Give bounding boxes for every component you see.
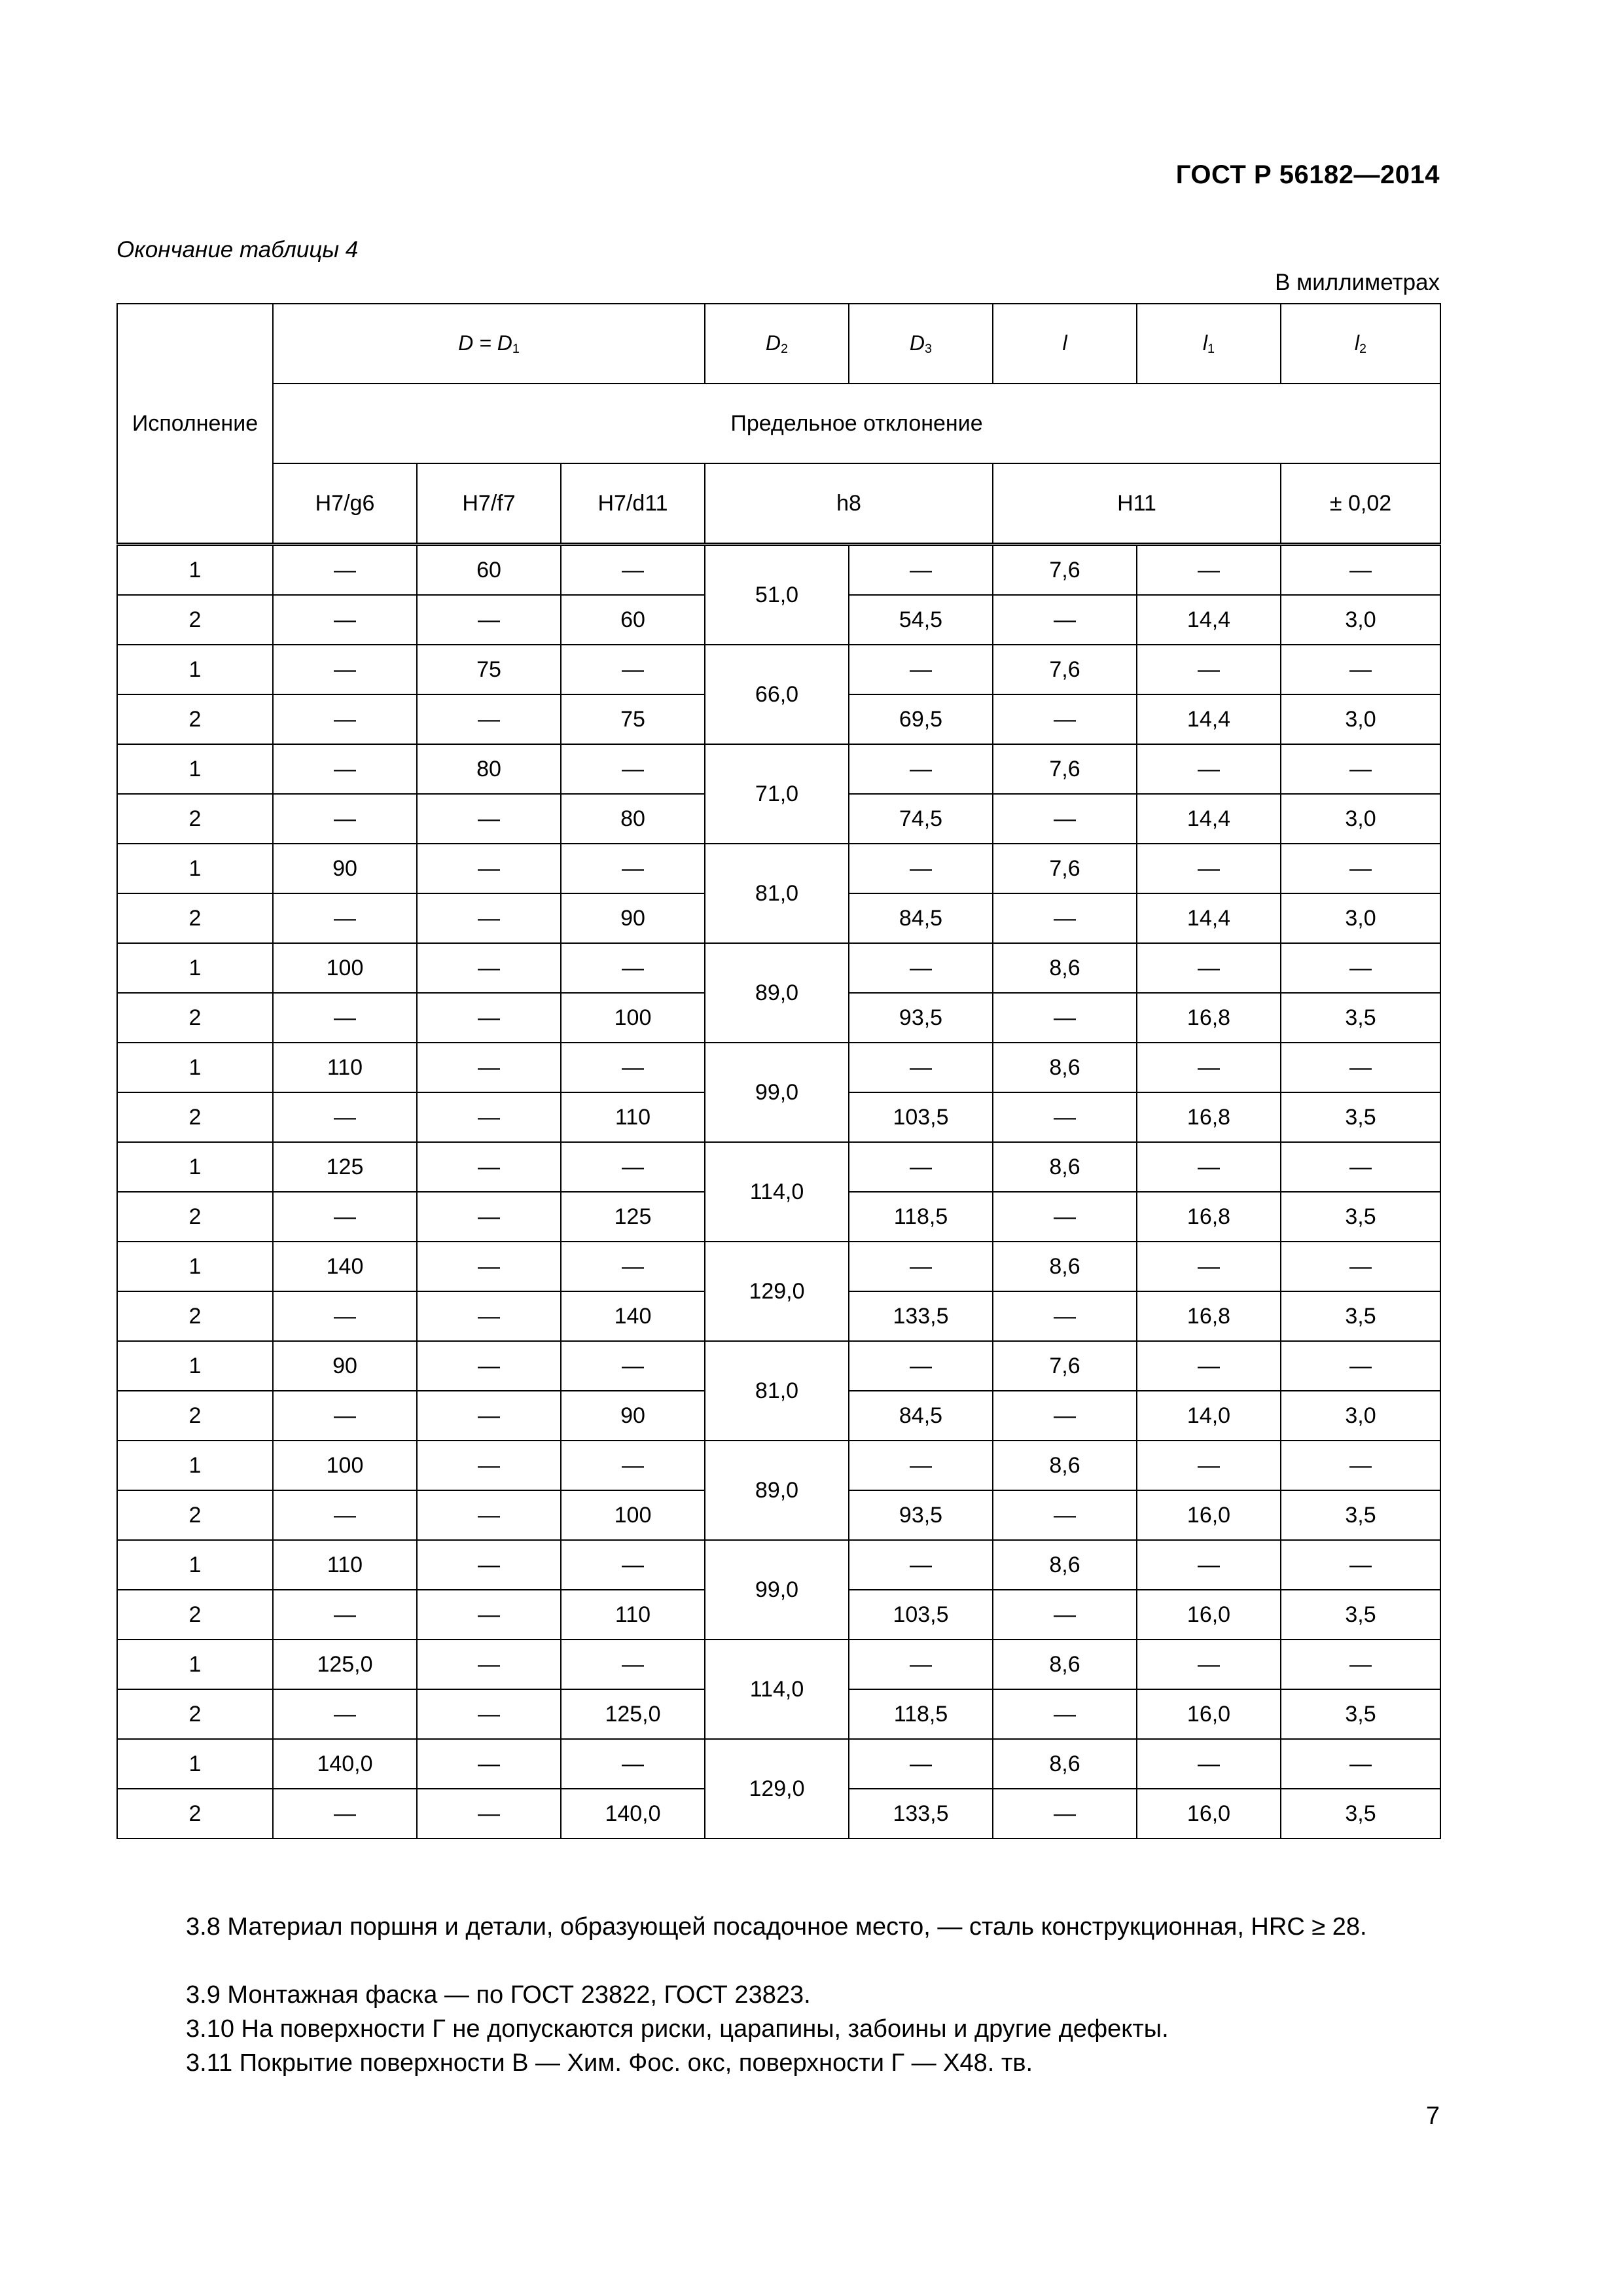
- cell-l1: —: [1137, 1142, 1281, 1192]
- cell-d3: —: [849, 844, 993, 893]
- cell-l1: 16,0: [1137, 1689, 1281, 1739]
- cell-l2: 3,5: [1281, 1789, 1440, 1839]
- cell-l: —: [993, 595, 1137, 645]
- cell-d3: —: [849, 1142, 993, 1192]
- cell-l2: —: [1281, 645, 1440, 694]
- cell-l1: 14,4: [1137, 595, 1281, 645]
- cell-d-f7: —: [417, 1441, 561, 1490]
- cell-l: —: [993, 1192, 1137, 1242]
- cell-execution: 2: [117, 1092, 273, 1142]
- cell-execution: 2: [117, 794, 273, 844]
- cell-d-g6: —: [273, 1092, 417, 1142]
- header-d2: $D_2$: [705, 304, 849, 384]
- cell-l2: 3,0: [1281, 595, 1440, 645]
- cell-d2: 129,0: [705, 1242, 849, 1341]
- cell-d-d11: 90: [561, 893, 705, 943]
- cell-l1: 16,8: [1137, 1092, 1281, 1142]
- cell-d3: 84,5: [849, 1391, 993, 1441]
- cell-d3: —: [849, 1640, 993, 1689]
- cell-d-g6: —: [273, 545, 417, 596]
- cell-execution: 1: [117, 744, 273, 794]
- cell-l2: 3,5: [1281, 1192, 1440, 1242]
- cell-d3: 69,5: [849, 694, 993, 744]
- table-row: [117, 744, 1440, 794]
- units-caption: В миллиметрах: [1275, 270, 1440, 295]
- cell-execution: 1: [117, 1739, 273, 1789]
- cell-execution: 2: [117, 1789, 273, 1839]
- dimensions-table: [116, 303, 1441, 1839]
- table-row: [117, 1540, 1440, 1590]
- cell-l1: —: [1137, 844, 1281, 893]
- cell-d-d11: —: [561, 1640, 705, 1689]
- cell-l: —: [993, 1291, 1137, 1341]
- header-l1: $l_1$: [1137, 304, 1281, 384]
- cell-l1: —: [1137, 943, 1281, 993]
- cell-d-f7: 80: [417, 744, 561, 794]
- cell-l: —: [993, 794, 1137, 844]
- cell-d-f7: —: [417, 1341, 561, 1391]
- cell-d-f7: —: [417, 1540, 561, 1590]
- cell-l2: —: [1281, 1043, 1440, 1092]
- cell-l: —: [993, 1689, 1137, 1739]
- cell-execution: 2: [117, 1291, 273, 1341]
- paragraph-3-8: 3.8 Материал поршня и детали, образующей посадочное место, — сталь конструкционная, HRC ≥ 28.: [186, 1913, 1367, 1941]
- cell-l1: 16,8: [1137, 993, 1281, 1043]
- table-row: [117, 645, 1440, 694]
- header-tol-H11: H11: [993, 463, 1281, 545]
- cell-d-g6: 90: [273, 844, 417, 893]
- cell-l1: —: [1137, 1242, 1281, 1291]
- cell-d-d11: 140: [561, 1291, 705, 1341]
- cell-l: —: [993, 1092, 1137, 1142]
- cell-d-g6: —: [273, 893, 417, 943]
- cell-d-f7: —: [417, 893, 561, 943]
- cell-execution: 2: [117, 595, 273, 645]
- cell-l: 8,6: [993, 1242, 1137, 1291]
- cell-d3: 84,5: [849, 893, 993, 943]
- cell-d-d11: —: [561, 1043, 705, 1092]
- cell-d3: 54,5: [849, 595, 993, 645]
- cell-d-g6: —: [273, 744, 417, 794]
- header-tol-h8: h8: [705, 463, 993, 545]
- header-tol-d11: H7/d11: [561, 463, 705, 545]
- cell-d-d11: —: [561, 1540, 705, 1590]
- cell-d-f7: —: [417, 844, 561, 893]
- table-row: [117, 1640, 1440, 1689]
- cell-d-d11: —: [561, 943, 705, 993]
- cell-d-d11: —: [561, 1242, 705, 1291]
- cell-l: —: [993, 893, 1137, 943]
- cell-d-g6: —: [273, 1789, 417, 1839]
- cell-d-g6: 140: [273, 1242, 417, 1291]
- page-number: 7: [1425, 2102, 1440, 2130]
- cell-l2: —: [1281, 1441, 1440, 1490]
- table-row: [117, 1441, 1440, 1490]
- cell-d-d11: 110: [561, 1092, 705, 1142]
- cell-d-f7: —: [417, 1789, 561, 1839]
- cell-l2: 3,0: [1281, 1391, 1440, 1441]
- cell-d2: 71,0: [705, 744, 849, 844]
- cell-d3: —: [849, 645, 993, 694]
- cell-d2: 99,0: [705, 1540, 849, 1640]
- cell-d-g6: 100: [273, 1441, 417, 1490]
- cell-d-f7: 75: [417, 645, 561, 694]
- cell-execution: 1: [117, 545, 273, 596]
- cell-l1: 16,0: [1137, 1789, 1281, 1839]
- cell-d-f7: —: [417, 1689, 561, 1739]
- cell-l2: —: [1281, 1640, 1440, 1689]
- cell-execution: 2: [117, 1490, 273, 1540]
- cell-d-f7: —: [417, 1092, 561, 1142]
- cell-execution: 1: [117, 1242, 273, 1291]
- cell-d-d11: 80: [561, 794, 705, 844]
- cell-d3: 93,5: [849, 993, 993, 1043]
- cell-l1: —: [1137, 645, 1281, 694]
- cell-l2: 3,5: [1281, 993, 1440, 1043]
- cell-d-d11: —: [561, 1142, 705, 1192]
- cell-d-f7: —: [417, 794, 561, 844]
- cell-l: 7,6: [993, 1341, 1137, 1391]
- cell-l: 8,6: [993, 1043, 1137, 1092]
- cell-d-g6: 110: [273, 1540, 417, 1590]
- header-execution: Исполнение: [117, 304, 273, 545]
- cell-l2: 3,5: [1281, 1689, 1440, 1739]
- cell-d-f7: —: [417, 1391, 561, 1441]
- cell-l1: —: [1137, 1739, 1281, 1789]
- paragraph-3-10: 3.10 На поверхности Г не допускаются риски, царапины, забоины и другие дефекты.: [186, 2015, 1169, 2043]
- cell-d2: 114,0: [705, 1640, 849, 1739]
- cell-d3: —: [849, 1242, 993, 1291]
- cell-d2: 89,0: [705, 943, 849, 1043]
- cell-execution: 1: [117, 1540, 273, 1590]
- cell-d-f7: —: [417, 694, 561, 744]
- cell-l1: —: [1137, 545, 1281, 596]
- cell-d2: 114,0: [705, 1142, 849, 1242]
- cell-d2: 99,0: [705, 1043, 849, 1142]
- cell-l: 8,6: [993, 1142, 1137, 1192]
- cell-execution: 1: [117, 844, 273, 893]
- cell-d-d11: —: [561, 645, 705, 694]
- header-l: l: [993, 304, 1137, 384]
- cell-l: 7,6: [993, 645, 1137, 694]
- header-tol-f7: H7/f7: [417, 463, 561, 545]
- cell-l1: —: [1137, 1441, 1281, 1490]
- cell-d3: 133,5: [849, 1291, 993, 1341]
- table-row: [117, 844, 1440, 893]
- cell-l2: —: [1281, 943, 1440, 993]
- table-row: [117, 1739, 1440, 1789]
- cell-l: 8,6: [993, 1640, 1137, 1689]
- cell-d-d11: 100: [561, 993, 705, 1043]
- cell-d3: 93,5: [849, 1490, 993, 1540]
- cell-execution: 2: [117, 1689, 273, 1739]
- cell-l: —: [993, 1490, 1137, 1540]
- cell-l1: 16,0: [1137, 1490, 1281, 1540]
- table-row: [117, 1341, 1440, 1391]
- cell-execution: 2: [117, 1590, 273, 1640]
- header-d: $D = D_1$: [273, 304, 705, 384]
- cell-d-g6: —: [273, 1192, 417, 1242]
- cell-l2: —: [1281, 744, 1440, 794]
- cell-d-d11: —: [561, 1341, 705, 1391]
- cell-l2: 3,5: [1281, 1590, 1440, 1640]
- cell-d-g6: 125: [273, 1142, 417, 1192]
- cell-l1: 16,8: [1137, 1192, 1281, 1242]
- cell-d-d11: —: [561, 545, 705, 596]
- cell-d-d11: 90: [561, 1391, 705, 1441]
- cell-d2: 89,0: [705, 1441, 849, 1540]
- cell-d3: —: [849, 1540, 993, 1590]
- cell-l1: 14,4: [1137, 794, 1281, 844]
- cell-execution: 1: [117, 943, 273, 993]
- cell-l1: 14,0: [1137, 1391, 1281, 1441]
- cell-l1: —: [1137, 1341, 1281, 1391]
- cell-d-g6: 110: [273, 1043, 417, 1092]
- cell-d-d11: —: [561, 744, 705, 794]
- cell-d-g6: 140,0: [273, 1739, 417, 1789]
- paragraph-3-9: 3.9 Монтажная фаска — по ГОСТ 23822, ГОСТ 23823.: [186, 1981, 811, 2009]
- cell-execution: 1: [117, 1441, 273, 1490]
- header-limit-deviation: Предельное отклонение: [273, 384, 1440, 463]
- cell-l2: —: [1281, 545, 1440, 596]
- header-l2: $l_2$: [1281, 304, 1440, 384]
- cell-l: 7,6: [993, 545, 1137, 596]
- cell-d3: 74,5: [849, 794, 993, 844]
- header-tol-pm: ± 0,02: [1281, 463, 1440, 545]
- cell-l1: —: [1137, 1540, 1281, 1590]
- cell-d-d11: 140,0: [561, 1789, 705, 1839]
- header-d3: $D_3$: [849, 304, 993, 384]
- cell-d-f7: —: [417, 1291, 561, 1341]
- table-row: [117, 1142, 1440, 1192]
- cell-d2: 129,0: [705, 1739, 849, 1839]
- cell-l: —: [993, 993, 1137, 1043]
- cell-d-d11: 75: [561, 694, 705, 744]
- cell-d-f7: 60: [417, 545, 561, 596]
- cell-execution: 2: [117, 1192, 273, 1242]
- cell-d-f7: —: [417, 1739, 561, 1789]
- cell-l2: 3,0: [1281, 694, 1440, 744]
- cell-l: 8,6: [993, 1441, 1137, 1490]
- cell-d-d11: 60: [561, 595, 705, 645]
- cell-l2: —: [1281, 844, 1440, 893]
- cell-d-g6: —: [273, 1391, 417, 1441]
- cell-d2: 81,0: [705, 1341, 849, 1441]
- cell-d-f7: —: [417, 1192, 561, 1242]
- cell-d3: 118,5: [849, 1689, 993, 1739]
- cell-l2: —: [1281, 1142, 1440, 1192]
- cell-execution: 2: [117, 993, 273, 1043]
- cell-execution: 2: [117, 694, 273, 744]
- cell-d3: —: [849, 1441, 993, 1490]
- cell-l1: 14,4: [1137, 694, 1281, 744]
- cell-l: —: [993, 1590, 1137, 1640]
- cell-d-d11: —: [561, 844, 705, 893]
- cell-d-g6: 100: [273, 943, 417, 993]
- cell-d2: 66,0: [705, 645, 849, 744]
- cell-d-g6: —: [273, 645, 417, 694]
- cell-d-g6: —: [273, 1689, 417, 1739]
- table-row: [117, 1043, 1440, 1092]
- cell-l2: 3,5: [1281, 1291, 1440, 1341]
- cell-d-g6: —: [273, 794, 417, 844]
- cell-l: —: [993, 694, 1137, 744]
- cell-d-g6: —: [273, 595, 417, 645]
- cell-execution: 1: [117, 645, 273, 694]
- table-row: [117, 545, 1440, 596]
- cell-l2: 3,5: [1281, 1092, 1440, 1142]
- table-row: [117, 943, 1440, 993]
- cell-d-f7: —: [417, 1490, 561, 1540]
- cell-l2: —: [1281, 1540, 1440, 1590]
- cell-execution: 1: [117, 1640, 273, 1689]
- cell-d3: —: [849, 1739, 993, 1789]
- cell-execution: 1: [117, 1341, 273, 1391]
- cell-d-d11: —: [561, 1739, 705, 1789]
- cell-l2: —: [1281, 1739, 1440, 1789]
- cell-l2: —: [1281, 1341, 1440, 1391]
- cell-d-f7: —: [417, 1640, 561, 1689]
- cell-l2: —: [1281, 1242, 1440, 1291]
- cell-l: 8,6: [993, 1540, 1137, 1590]
- cell-execution: 2: [117, 1391, 273, 1441]
- cell-d-g6: —: [273, 993, 417, 1043]
- cell-execution: 1: [117, 1043, 273, 1092]
- cell-d-f7: —: [417, 993, 561, 1043]
- header-tol-g6: H7/g6: [273, 463, 417, 545]
- cell-d-f7: —: [417, 1242, 561, 1291]
- cell-d2: 81,0: [705, 844, 849, 943]
- cell-d3: —: [849, 943, 993, 993]
- cell-d-f7: —: [417, 1043, 561, 1092]
- cell-d-d11: —: [561, 1441, 705, 1490]
- paragraph-3-11: 3.11 Покрытие поверхности В — Хим. Фос. окс, поверхности Г — Х48. тв.: [186, 2049, 1033, 2077]
- cell-d3: 133,5: [849, 1789, 993, 1839]
- cell-l1: 14,4: [1137, 893, 1281, 943]
- table-row: [117, 1242, 1440, 1291]
- cell-l2: 3,5: [1281, 1490, 1440, 1540]
- cell-l: 8,6: [993, 943, 1137, 993]
- cell-execution: 2: [117, 893, 273, 943]
- cell-d-d11: 100: [561, 1490, 705, 1540]
- cell-d3: 118,5: [849, 1192, 993, 1242]
- cell-d-d11: 125,0: [561, 1689, 705, 1739]
- cell-l1: 16,8: [1137, 1291, 1281, 1341]
- cell-d-g6: —: [273, 1590, 417, 1640]
- cell-l1: —: [1137, 1640, 1281, 1689]
- cell-d-g6: —: [273, 1291, 417, 1341]
- cell-l: 7,6: [993, 844, 1137, 893]
- cell-l: 7,6: [993, 744, 1137, 794]
- table-continuation-caption: Окончание таблицы 4: [116, 237, 359, 262]
- cell-d3: —: [849, 1043, 993, 1092]
- cell-d3: 103,5: [849, 1092, 993, 1142]
- cell-d-f7: —: [417, 1142, 561, 1192]
- cell-d3: —: [849, 744, 993, 794]
- cell-d-g6: 125,0: [273, 1640, 417, 1689]
- cell-d3: —: [849, 1341, 993, 1391]
- cell-execution: 1: [117, 1142, 273, 1192]
- cell-d-g6: 90: [273, 1341, 417, 1391]
- cell-d-f7: —: [417, 943, 561, 993]
- cell-l: —: [993, 1391, 1137, 1441]
- cell-d2: 51,0: [705, 545, 849, 645]
- cell-d-g6: —: [273, 694, 417, 744]
- cell-d-g6: —: [273, 1490, 417, 1540]
- cell-l: —: [993, 1789, 1137, 1839]
- document-code: ГОСТ Р 56182—2014: [1175, 160, 1440, 189]
- cell-d-f7: —: [417, 595, 561, 645]
- cell-d3: —: [849, 545, 993, 596]
- cell-d-d11: 110: [561, 1590, 705, 1640]
- cell-l1: —: [1137, 744, 1281, 794]
- cell-l2: 3,0: [1281, 794, 1440, 844]
- cell-d-d11: 125: [561, 1192, 705, 1242]
- cell-l1: 16,0: [1137, 1590, 1281, 1640]
- cell-l1: —: [1137, 1043, 1281, 1092]
- cell-d3: 103,5: [849, 1590, 993, 1640]
- cell-l2: 3,0: [1281, 893, 1440, 943]
- cell-l: 8,6: [993, 1739, 1137, 1789]
- cell-d-f7: —: [417, 1590, 561, 1640]
